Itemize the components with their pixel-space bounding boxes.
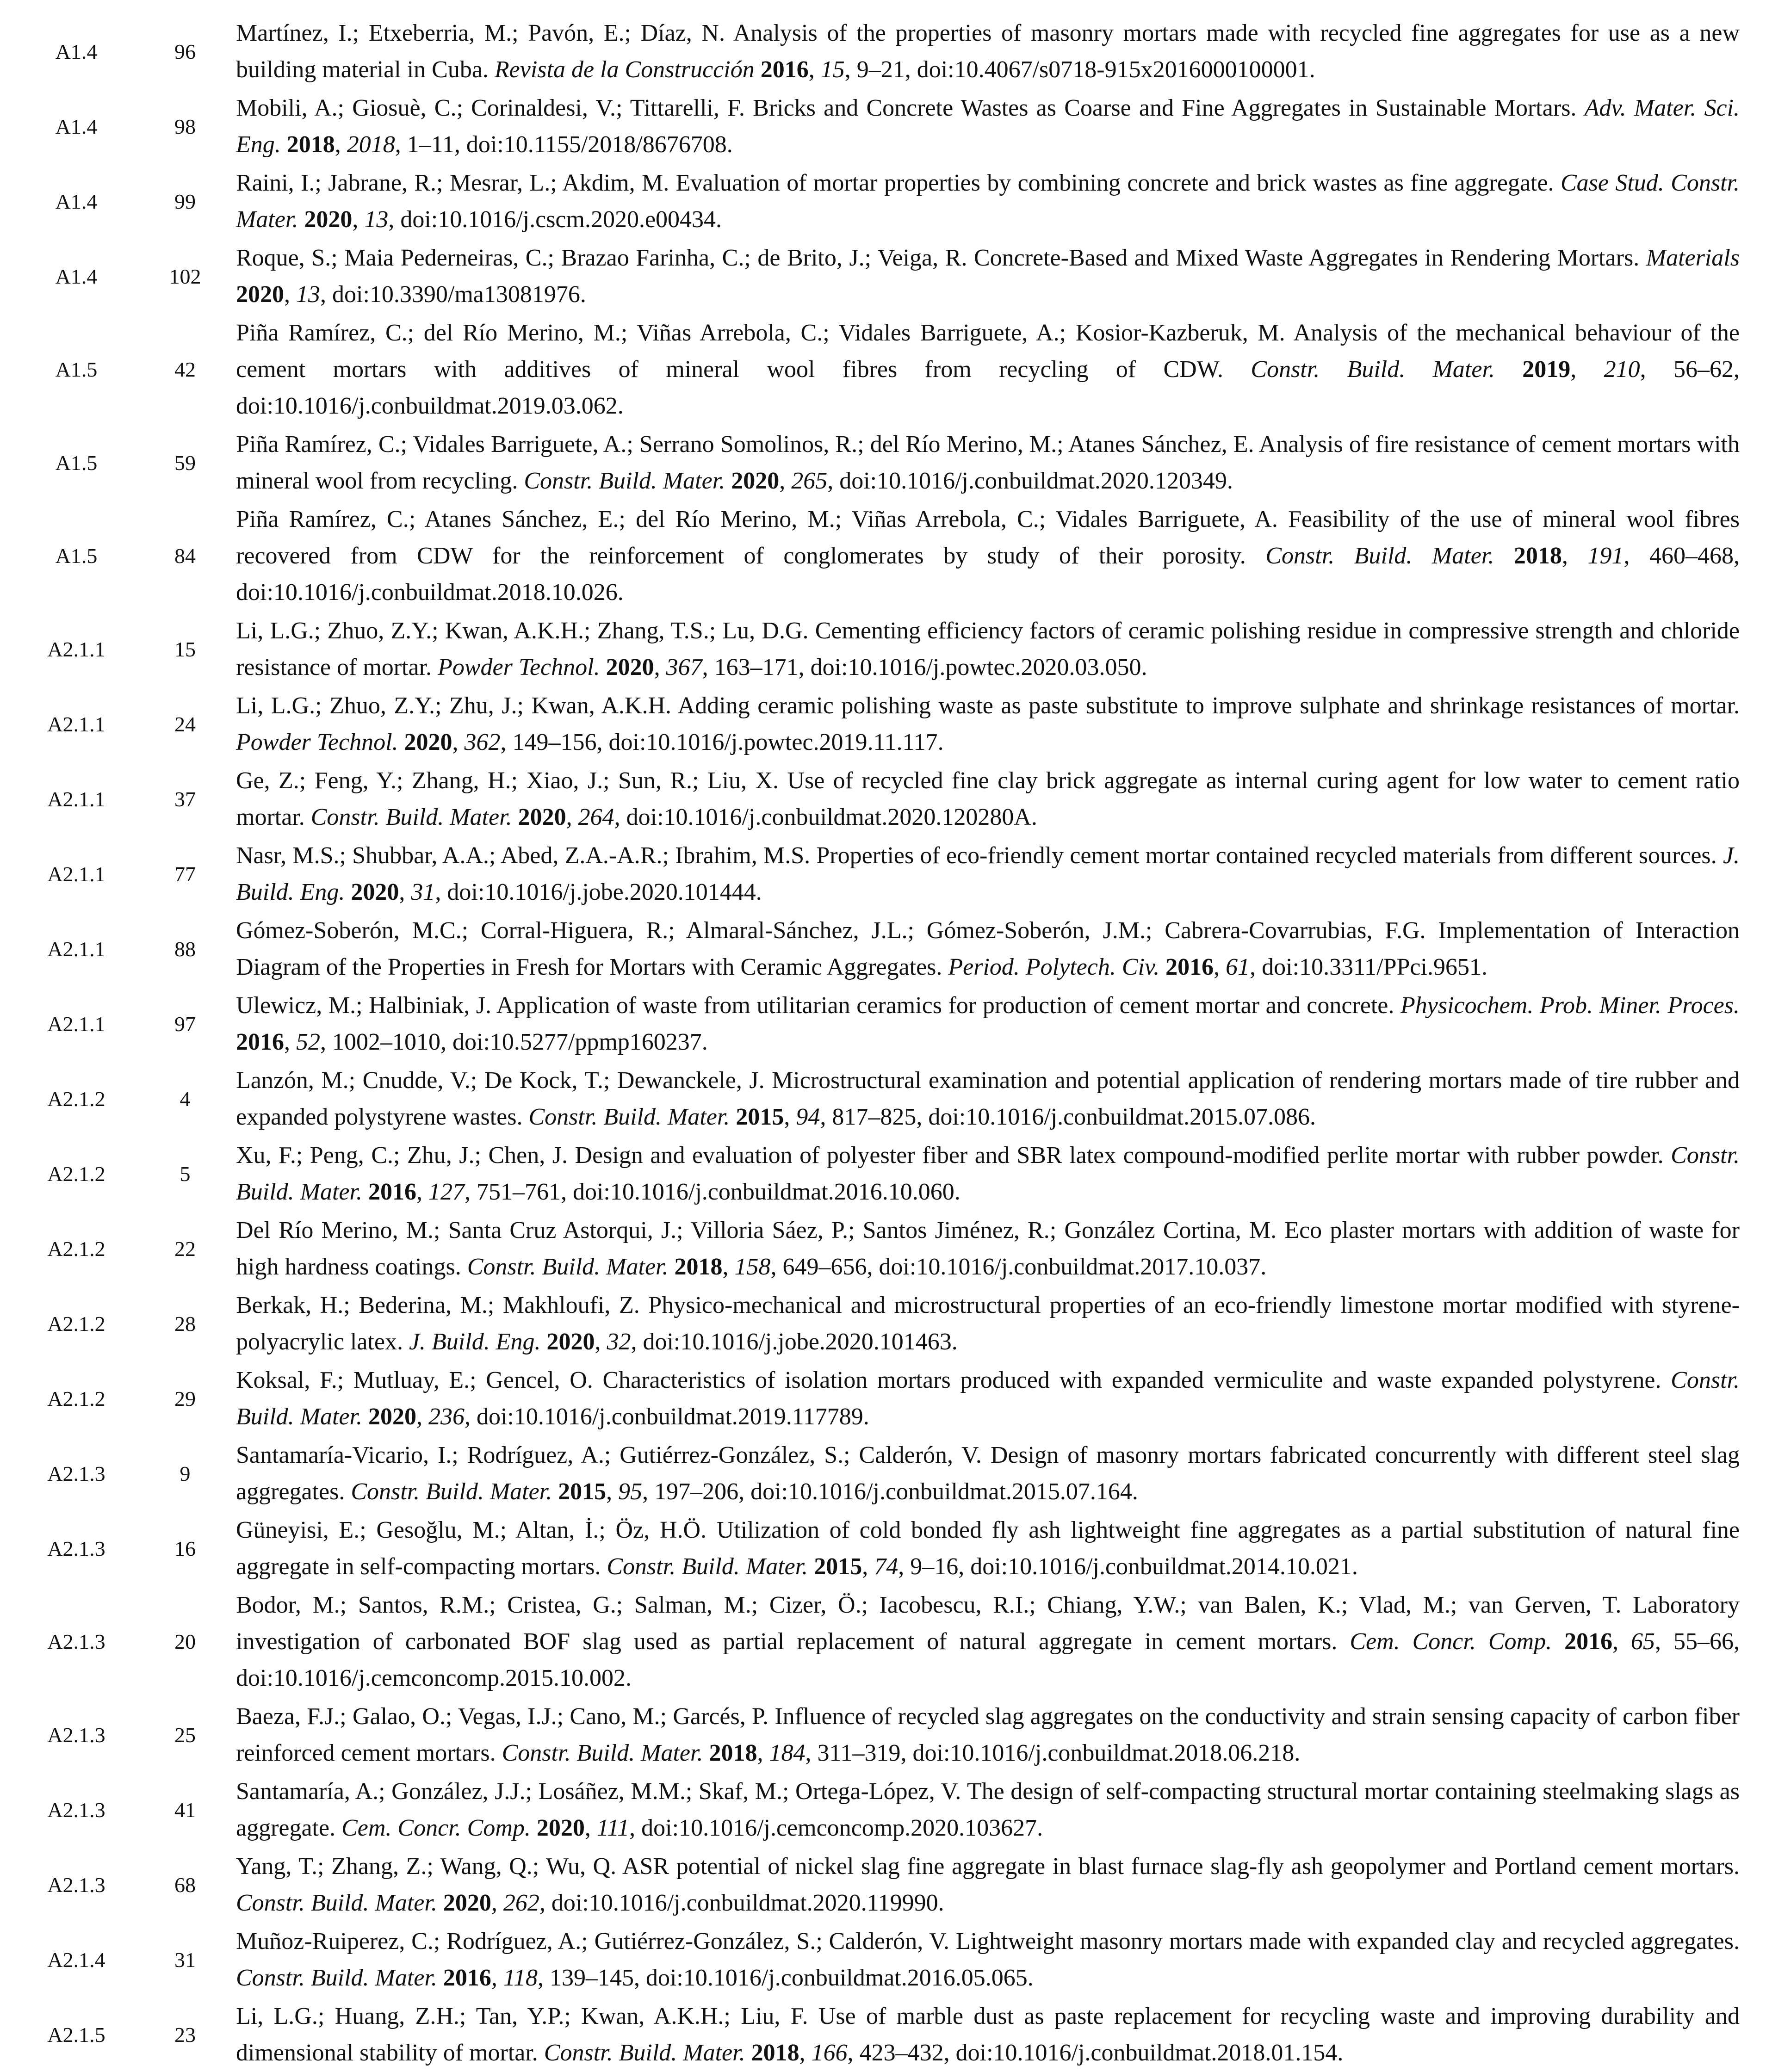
reference-row (19, 1697, 1740, 1772)
reference-row (19, 1436, 1740, 1511)
citation-volume: 13 (364, 206, 389, 233)
citation-year: 2018 (751, 2040, 799, 2066)
citation-volume: 166 (811, 2040, 848, 2066)
citation-journal: Cem. Concr. Comp. (341, 1815, 531, 1841)
reference-citation: Del Río Merino, M.; Santa Cruz Astorqui, J.; Villoria Sáez, P.; Santos Jiménez, R.; González Cortina, M. Eco plaster mortars with addition of waste for high hardness coatings. Constr. Build. Mater. 2018, 158, 649–656, doi:10.1016/j.conbuildmat.2017.10.037. (236, 1217, 1740, 1280)
reference-row (19, 1511, 1740, 1586)
reference-citation: Piña Ramírez, C.; Vidales Barriguete, A.; Serrano Somolinos, R.; del Río Merino, M.; Atanes Sánchez, E. Analysis of fire resistance of cement mortars with mineral wool from recycling. Constr. Build. Mater. 2020, 265, doi:10.1016/j.conbuildmat.2020.120349. (236, 431, 1740, 494)
citation-authors-title: Berkak, H.; Bederina, M.; Makhloufi, Z. Physico-mechanical and microstructural properties of an eco-friendly limestone mortar modified with styrene-polyacrylic latex. (236, 1292, 1740, 1355)
reference-citation: Ge, Z.; Feng, Y.; Zhang, H.; Xiao, J.; Sun, R.; Liu, X. Use of recycled fine clay brick aggregate as internal curing agent for low water to cement ratio mortar. Constr. Build. Mater. 2020, 264, doi:10.1016/j.conbuildmat.2020.120280A. (236, 767, 1740, 830)
category-code: A1.5 (55, 544, 98, 568)
reference-row (19, 911, 1740, 986)
citation-journal: Constr. Build. Mater. (467, 1254, 669, 1280)
citation-authors-title: Yang, T.; Zhang, Z.; Wang, Q.; Wu, Q. ASR potential of nickel slag fine aggregate in blast furnace slag-fly ash geopolymer and Portland cement mortars. (236, 1853, 1740, 1880)
reference-citation: Koksal, F.; Mutluay, E.; Gencel, O. Characteristics of isolation mortars produced with expanded vermiculite and waste expanded polystyrene. Constr. Build. Mater. 2020, 236, doi:10.1016/j.conbuildmat.2019.117789. (236, 1367, 1740, 1430)
citation-volume: 158 (734, 1254, 771, 1280)
reference-table (19, 14, 1740, 2072)
citation-pages-doi: , 149–156, doi:10.1016/j.powtec.2019.11.117. (500, 729, 944, 755)
citation-journal: Revista de la Construcción (494, 56, 755, 83)
citation-year: 2016 (1165, 954, 1214, 980)
citation-journal: Constr. Build. Mater. (236, 1367, 1740, 1430)
citation-pages-doi: , 423–432, doi:10.1016/j.conbuildmat.2018.01.154. (847, 2040, 1344, 2066)
citation-volume: 15 (820, 56, 845, 83)
citation-journal: Constr. Build. Mater. (236, 1142, 1740, 1205)
citation-volume: 184 (769, 1740, 806, 1766)
citation-authors-title: Li, L.G.; Zhuo, Z.Y.; Kwan, A.K.H.; Zhang, T.S.; Lu, D.G. Cementing efficiency factors of ceramic polishing residue in compressive strength and chloride resistance of mortar. (236, 618, 1740, 680)
citation-authors-title: Baeza, F.J.; Galao, O.; Vegas, I.J.; Cano, M.; Garcés, P. Influence of recycled slag aggregates on the conductivity and strain sensing capacity of carbon fiber reinforced cement mortars. (236, 1703, 1740, 1766)
citation-journal: Constr. Build. Mater. (236, 1890, 437, 1916)
citation-authors-title: Del Río Merino, M.; Santa Cruz Astorqui, J.; Villoria Sáez, P.; Santos Jiménez, R.; González Cortina, M. Eco plaster mortars with addition of waste for high hardness coatings. (236, 1217, 1740, 1280)
reference-citation: Gómez-Soberón, M.C.; Corral-Higuera, R.; Almaral-Sánchez, J.L.; Gómez-Soberón, J.M.; Cabrera-Covarrubias, F.G. Implementation of Interaction Diagram of the Properties in Fresh for Mortars with Ceramic Aggregates. Period. Polytech. Civ. 2016, 61, doi:10.3311/PPci.9651. (236, 917, 1740, 980)
citation-volume: 367 (666, 654, 702, 680)
citation-pages-doi: , 460–468, doi:10.1016/j.conbuildmat.2018.10.026. (236, 543, 1740, 606)
category-code: A2.1.4 (47, 1948, 105, 1972)
category-code: A2.1.3 (47, 1873, 105, 1897)
citation-pages-doi: , 139–145, doi:10.1016/j.conbuildmat.2016.05.065. (537, 1965, 1034, 1991)
citation-pages-doi: , doi:10.1016/j.conbuildmat.2019.117789. (464, 1404, 869, 1430)
category-code: A2.1.1 (47, 712, 105, 736)
citation-journal: Constr. Build. Mater. (1251, 356, 1495, 383)
category-code: A2.1.2 (47, 1087, 105, 1111)
reference-number: 29 (174, 1386, 196, 1410)
citation-pages-doi: , doi:10.1016/j.conbuildmat.2020.119990. (539, 1890, 944, 1916)
citation-pages-doi: , doi:10.1016/j.conbuildmat.2020.120349. (827, 468, 1233, 494)
citation-journal: Constr. Build. Mater. (544, 2040, 745, 2066)
citation-journal: Constr. Build. Mater. (310, 804, 512, 830)
citation-journal: Adv. Mater. Sci. Eng. (236, 95, 1740, 158)
reference-citation: Bodor, M.; Santos, R.M.; Cristea, G.; Salman, M.; Cizer, Ö.; Iacobescu, R.I.; Chiang, Y.W.; van Balen, K.; Vlad, M.; van Gerven, T. Laboratory investigation of carbonated BOF slag used as partial replacement of natural aggregate in cement mortars. Cem. Concr. Comp. 2016, 65, 55–66, doi:10.1016/j.cemconcomp.2015.10.002. (236, 1592, 1740, 1691)
reference-citation: Mobili, A.; Giosuè, C.; Corinaldesi, V.; Tittarelli, F. Bricks and Concrete Wastes as Coarse and Fine Aggregates in Sustainable Mortars. Adv. Mater. Sci. Eng. 2018, 2018, 1–11, doi:10.1155/2018/8676708. (236, 95, 1740, 158)
citation-journal: Constr. Build. Mater. (528, 1104, 730, 1130)
reference-row (19, 89, 1740, 164)
citation-authors-title: Xu, F.; Peng, C.; Zhu, J.; Chen, J. Design and evaluation of polyester fiber and SBR latex compound-modified perlite mortar with rubber powder. (236, 1142, 1664, 1169)
reference-citation: Li, L.G.; Huang, Z.H.; Tan, Y.P.; Kwan, A.K.H.; Liu, F. Use of marble dust as paste replacement for recycling waste and improving durability and dimensional stability of mortar. Constr. Build. Mater. 2018, 166, 423–432, doi:10.1016/j.conbuildmat.2018.01.154. (236, 2003, 1740, 2066)
citation-year: 2020 (443, 1890, 491, 1916)
citation-journal: Constr. Build. Mater. (524, 468, 725, 494)
citation-volume: 118 (503, 1965, 538, 1991)
reference-row (19, 1922, 1740, 1997)
citation-pages-doi: , 649–656, doi:10.1016/j.conbuildmat.2017.10.037. (770, 1254, 1267, 1280)
category-code: A1.4 (55, 114, 98, 138)
reference-row (19, 425, 1740, 500)
category-code: A2.1.3 (47, 1536, 105, 1560)
citation-journal: Physicochem. Prob. Miner. Proces. (1400, 992, 1740, 1019)
citation-journal: J. Build. Eng. (409, 1329, 541, 1355)
reference-citation: Martínez, I.; Etxeberria, M.; Pavón, E.; Díaz, N. Analysis of the properties of masonry mortars made with recycled fine aggregates for use as a new building material in Cuba. Revista de la Construcción 2016, 15, 9–21, doi:10.4067/s0718-915x2016000100001. (236, 20, 1740, 83)
citation-authors-title: Li, L.G.; Huang, Z.H.; Tan, Y.P.; Kwan, A.K.H.; Liu, F. Use of marble dust as paste replacement for recycling waste and improving durability and dimensional stability of mortar. (236, 2003, 1740, 2066)
reference-row (19, 239, 1740, 314)
reference-citation: Piña Ramírez, C.; Atanes Sánchez, E.; del Río Merino, M.; Viñas Arrebola, C.; Vidales Barriguete, A. Feasibility of the use of mineral wool fibres recovered from CDW for the reinforcement of conglomerates by study of their porosity. Constr. Build. Mater. 2018, 191, 460–468, doi:10.1016/j.conbuildmat.2018.10.026. (236, 506, 1740, 606)
category-code: A2.1.1 (47, 937, 105, 961)
reference-number: 15 (174, 637, 196, 661)
citation-authors-title: Muñoz-Ruiperez, C.; Rodríguez, A.; Gutiérrez-González, S.; Calderón, V. Lightweight masonry mortars made with expanded clay and recycled aggregates. (236, 1928, 1740, 1954)
citation-authors-title: Ulewicz, M.; Halbiniak, J. Application of waste from utilitarian ceramics for production of cement mortar and concrete. (236, 992, 1394, 1019)
citation-year: 2016 (236, 1029, 284, 1055)
citation-year: 2016 (368, 1179, 416, 1205)
citation-pages-doi: , 751–761, doi:10.1016/j.conbuildmat.2016.10.060. (464, 1179, 960, 1205)
citation-authors-title: Piña Ramírez, C.; Vidales Barriguete, A.; Serrano Somolinos, R.; del Río Merino, M.; Atanes Sánchez, E. Analysis of fire resistance of cement mortars with mineral wool from recycling. (236, 431, 1740, 494)
reference-citation: Ulewicz, M.; Halbiniak, J. Application of waste from utilitarian ceramics for production of cement mortar and concrete. Physicochem. Prob. Miner. Proces. 2016, 52, 1002–1010, doi:10.5277/ppmp160237. (236, 992, 1740, 1055)
reference-number: 23 (174, 2023, 196, 2047)
citation-year: 2016 (443, 1965, 491, 1991)
reference-citation: Li, L.G.; Zhuo, Z.Y.; Kwan, A.K.H.; Zhang, T.S.; Lu, D.G. Cementing efficiency factors of ceramic polishing residue in compressive strength and chloride resistance of mortar. Powder Technol. 2020, 367, 163–171, doi:10.1016/j.powtec.2020.03.050. (236, 618, 1740, 680)
reference-citation: Baeza, F.J.; Galao, O.; Vegas, I.J.; Cano, M.; Garcés, P. Influence of recycled slag aggregates on the conductivity and strain sensing capacity of carbon fiber reinforced cement mortars. Constr. Build. Mater. 2018, 184, 311–319, doi:10.1016/j.conbuildmat.2018.06.218. (236, 1703, 1740, 1766)
reference-row (19, 1211, 1740, 1286)
citation-volume: 95 (618, 1478, 643, 1505)
citation-authors-title: Nasr, M.S.; Shubbar, A.A.; Abed, Z.A.-A.R.; Ibrahim, M.S. Properties of eco-friendly cement mortar contained recycled materials from different sources. (236, 842, 1717, 869)
category-code: A2.1.1 (47, 1012, 105, 1036)
citation-pages-doi: , doi:10.1016/j.conbuildmat.2020.120280A. (614, 804, 1037, 830)
citation-year: 2018 (674, 1254, 723, 1280)
citation-authors-title: Piña Ramírez, C.; Atanes Sánchez, E.; del Río Merino, M.; Viñas Arrebola, C.; Vidales Barriguete, A. Feasibility of the use of mineral wool fibres recovered from CDW for the reinforcement of conglomerates by study of their porosity. (236, 506, 1740, 569)
category-code: A1.5 (55, 358, 98, 381)
citation-year: 2020 (236, 281, 284, 308)
citation-year: 2020 (546, 1329, 595, 1355)
reference-number: 68 (174, 1873, 196, 1897)
citation-year: 2020 (368, 1404, 416, 1430)
reference-number: 97 (174, 1012, 196, 1036)
reference-number: 102 (169, 264, 201, 288)
reference-number: 28 (174, 1311, 196, 1336)
reference-row (19, 1061, 1740, 1136)
reference-citation: Güneyisi, E.; Gesoğlu, M.; Altan, İ.; Öz, H.Ö. Utilization of cold bonded fly ash lightweight fine aggregates as a partial substitution of natural fine aggregate in self-compacting mortars. Constr. Build. Mater. 2015, 74, 9–16, doi:10.1016/j.conbuildmat.2014.10.021. (236, 1517, 1740, 1580)
reference-citation: Roque, S.; Maia Pederneiras, C.; Brazao Farinha, C.; de Brito, J.; Veiga, R. Concrete-Based and Mixed Waste Aggregates in Rendering Mortars. Materials 2020, 13, doi:10.3390/ma13081976. (236, 245, 1740, 308)
citation-journal: Period. Polytech. Civ. (948, 954, 1160, 980)
citation-year: 2015 (736, 1104, 784, 1130)
citation-year: 2020 (404, 729, 452, 755)
reference-row (19, 1772, 1740, 1847)
reference-citation: Nasr, M.S.; Shubbar, A.A.; Abed, Z.A.-A.R.; Ibrahim, M.S. Properties of eco-friendly cement mortar contained recycled materials from different sources. J. Build. Eng. 2020, 31, doi:10.1016/j.jobe.2020.101444. (236, 842, 1740, 905)
reference-number: 37 (174, 787, 196, 811)
citation-year: 2016 (1564, 1628, 1613, 1655)
citation-pages-doi: , 197–206, doi:10.1016/j.conbuildmat.2015.07.164. (642, 1478, 1138, 1505)
reference-row (19, 500, 1740, 612)
category-code: A2.1.1 (47, 862, 105, 886)
category-code: A1.4 (55, 39, 98, 63)
citation-pages-doi: , doi:10.1016/j.jobe.2020.101463. (631, 1329, 958, 1355)
reference-citation: Lanzón, M.; Cnudde, V.; De Kock, T.; Dewanckele, J. Microstructural examination and potential application of rendering mortars made of tire rubber and expanded polystyrene wastes. Constr. Build. Mater. 2015, 94, 817–825, doi:10.1016/j.conbuildmat.2015.07.086. (236, 1067, 1740, 1130)
citation-volume: 74 (874, 1553, 898, 1580)
citation-journal: Constr. Build. Mater. (1265, 543, 1494, 569)
reference-number: 41 (174, 1798, 196, 1822)
citation-year: 2015 (814, 1553, 862, 1580)
reference-number: 22 (174, 1237, 196, 1261)
reference-citation: Santamaría-Vicario, I.; Rodríguez, A.; Gutiérrez-González, S.; Calderón, V. Design of masonry mortars fabricated concurrently with different steel slag aggregates. Constr. Build. Mater. 2015, 95, 197–206, doi:10.1016/j.conbuildmat.2015.07.164. (236, 1442, 1740, 1505)
reference-row (19, 164, 1740, 239)
category-code: A2.1.2 (47, 1162, 105, 1186)
reference-row (19, 612, 1740, 687)
citation-year: 2018 (286, 131, 335, 158)
category-code: A1.5 (55, 451, 98, 475)
category-code: A2.1.5 (47, 2023, 105, 2047)
citation-authors-title: Gómez-Soberón, M.C.; Corral-Higuera, R.; Almaral-Sánchez, J.L.; Gómez-Soberón, J.M.; Cabrera-Covarrubias, F.G. Implementation of Interaction Diagram of the Properties in Fresh for Mortars with Ceramic Aggregates. (236, 917, 1740, 980)
category-code: A2.1.2 (47, 1237, 105, 1261)
reference-citation: Raini, I.; Jabrane, R.; Mesrar, L.; Akdim, M. Evaluation of mortar properties by combining concrete and brick wastes as fine aggregate. Case Stud. Constr. Mater. 2020, 13, doi:10.1016/j.cscm.2020.e00434. (236, 170, 1740, 233)
citation-volume: 191 (1587, 543, 1624, 569)
citation-year: 2015 (558, 1478, 607, 1505)
citation-authors-title: Lanzón, M.; Cnudde, V.; De Kock, T.; Dewanckele, J. Microstructural examination and potential application of rendering mortars made of tire rubber and expanded polystyrene wastes. (236, 1067, 1740, 1130)
citation-journal: Cem. Concr. Comp. (1350, 1628, 1552, 1655)
citation-pages-doi: , 163–171, doi:10.1016/j.powtec.2020.03.050. (702, 654, 1147, 680)
citation-year: 2020 (606, 654, 654, 680)
category-code: A1.4 (55, 264, 98, 288)
citation-volume: 31 (411, 879, 435, 905)
citation-year: 2016 (760, 56, 809, 83)
citation-year: 2020 (518, 804, 566, 830)
citation-volume: 236 (428, 1404, 465, 1430)
category-code: A2.1.3 (47, 1461, 105, 1485)
reference-number: 4 (180, 1087, 191, 1111)
citation-journal: Constr. Build. Mater. (236, 1965, 437, 1991)
citation-year: 2020 (351, 879, 399, 905)
citation-volume: 52 (296, 1029, 320, 1055)
citation-authors-title: Roque, S.; Maia Pederneiras, C.; Brazao Farinha, C.; de Brito, J.; Veiga, R. Concrete-Based and Mixed Waste Aggregates in Rendering Mortars. (236, 245, 1640, 271)
citation-pages-doi: , 56–62, doi:10.1016/j.conbuildmat.2019.03.062. (236, 356, 1740, 419)
citation-authors-title: Piña Ramírez, C.; del Río Merino, M.; Viñas Arrebola, C.; Vidales Barriguete, A.; Kosior-Kazberuk, M. Analysis of the mechanical behaviour of the cement mortars with additives of mineral wool fibres from recycling of CDW. (236, 320, 1740, 383)
citation-authors-title: Martínez, I.; Etxeberria, M.; Pavón, E.; Díaz, N. Analysis of the properties of masonry mortars made with recycled fine aggregates for use as a new building material in Cuba. (236, 20, 1740, 83)
citation-authors-title: Santamaría-Vicario, I.; Rodríguez, A.; Gutiérrez-González, S.; Calderón, V. Design of masonry mortars fabricated concurrently with different steel slag aggregates. (236, 1442, 1740, 1505)
reference-citation: Li, L.G.; Zhuo, Z.Y.; Zhu, J.; Kwan, A.K.H. Adding ceramic polishing waste as paste substitute to improve sulphate and shrinkage resistances of mortar. Powder Technol. 2020, 362, 149–156, doi:10.1016/j.powtec.2019.11.117. (236, 693, 1740, 755)
reference-table-body (19, 14, 1740, 2072)
citation-year: 2020 (304, 206, 353, 233)
reference-row (19, 1136, 1740, 1211)
reference-number: 98 (174, 114, 196, 138)
reference-row (19, 687, 1740, 761)
category-code: A2.1.3 (47, 1798, 105, 1822)
reference-number: 20 (174, 1630, 196, 1653)
citation-authors-title: Li, L.G.; Zhuo, Z.Y.; Zhu, J.; Kwan, A.K.H. Adding ceramic polishing waste as paste substitute to improve sulphate and shrinkage resistances of mortar. (236, 693, 1740, 719)
citation-volume: 210 (1604, 356, 1640, 383)
citation-year: 2019 (1522, 356, 1571, 383)
reference-number: 25 (174, 1723, 196, 1747)
citation-volume: 65 (1631, 1628, 1655, 1655)
citation-pages-doi: , doi:10.1016/j.jobe.2020.101444. (435, 879, 762, 905)
citation-authors-title: Ge, Z.; Feng, Y.; Zhang, H.; Xiao, J.; Sun, R.; Liu, X. Use of recycled fine clay brick aggregate as internal curing agent for low water to cement ratio mortar. (236, 767, 1740, 830)
reference-row (19, 1586, 1740, 1697)
reference-number: 99 (174, 189, 196, 213)
citation-pages-doi: , 311–319, doi:10.1016/j.conbuildmat.2018.06.218. (805, 1740, 1301, 1766)
reference-row (19, 1286, 1740, 1361)
category-code: A2.1.1 (47, 637, 105, 661)
citation-pages-doi: , 1–11, doi:10.1155/2018/8676708. (395, 131, 733, 158)
reference-row (19, 14, 1740, 89)
citation-volume: 32 (607, 1329, 631, 1355)
category-code: A2.1.2 (47, 1386, 105, 1410)
reference-row (19, 761, 1740, 836)
reference-number: 9 (180, 1461, 191, 1485)
citation-journal: J. Build. Eng. (236, 842, 1740, 905)
reference-row (19, 836, 1740, 911)
reference-row (19, 1361, 1740, 1436)
citation-pages-doi: , 817–825, doi:10.1016/j.conbuildmat.2015.07.086. (820, 1104, 1316, 1130)
citation-volume: 264 (578, 804, 614, 830)
reference-number: 24 (174, 712, 196, 736)
reference-number: 96 (174, 39, 196, 63)
citation-year: 2018 (709, 1740, 757, 1766)
reference-number: 5 (180, 1162, 191, 1186)
reference-citation: Muñoz-Ruiperez, C.; Rodríguez, A.; Gutiérrez-González, S.; Calderón, V. Lightweight masonry mortars made with expanded clay and recycled aggregates. Constr. Build. Mater. 2016, 118, 139–145, doi:10.1016/j.conbuildmat.2016.05.065. (236, 1928, 1740, 1991)
citation-volume: 111 (596, 1815, 630, 1841)
citation-authors-title: Raini, I.; Jabrane, R.; Mesrar, L.; Akdim, M. Evaluation of mortar properties by combining concrete and brick wastes as fine aggregate. (236, 170, 1554, 196)
citation-volume: 127 (428, 1179, 465, 1205)
reference-citation: Santamaría, A.; González, J.J.; Losáñez, M.M.; Skaf, M.; Ortega-López, V. The design of self-compacting structural mortar containing steelmaking slags as aggregate. Cem. Concr. Comp. 2020, 111, doi:10.1016/j.cemconcomp.2020.103627. (236, 1778, 1740, 1841)
citation-volume: 2018 (347, 131, 395, 158)
citation-journal: Materials (1646, 245, 1740, 271)
citation-pages-doi: , doi:10.3390/ma13081976. (320, 281, 586, 308)
citation-volume: 94 (796, 1104, 820, 1130)
reference-number: 77 (174, 862, 196, 886)
category-code: A1.4 (55, 189, 98, 213)
reference-row (19, 314, 1740, 425)
citation-journal: Constr. Build. Mater. (607, 1553, 808, 1580)
citation-pages-doi: , doi:10.1016/j.cemconcomp.2020.103627. (629, 1815, 1043, 1841)
citation-authors-title: Koksal, F.; Mutluay, E.; Gencel, O. Characteristics of isolation mortars produced with expanded vermiculite and waste expanded polystyrene. (236, 1367, 1661, 1393)
citation-journal: Powder Technol. (438, 654, 600, 680)
citation-authors-title: Bodor, M.; Santos, R.M.; Cristea, G.; Salman, M.; Cizer, Ö.; Iacobescu, R.I.; Chiang, Y.W.; van Balen, K.; Vlad, M.; van Gerven, T. Laboratory investigation of carbonated BOF slag used as partial replacement of natural aggregate in cement mortars. (236, 1592, 1740, 1655)
reference-number: 31 (174, 1948, 196, 1972)
citation-authors-title: Mobili, A.; Giosuè, C.; Corinaldesi, V.; Tittarelli, F. Bricks and Concrete Wastes as Coarse and Fine Aggregates in Sustainable Mortars. (236, 95, 1577, 121)
reference-number: 42 (174, 358, 196, 381)
citation-year: 2020 (536, 1815, 585, 1841)
citation-pages-doi: , 9–16, doi:10.1016/j.conbuildmat.2014.10.021. (898, 1553, 1358, 1580)
reference-citation: Xu, F.; Peng, C.; Zhu, J.; Chen, J. Design and evaluation of polyester fiber and SBR latex compound-modified perlite mortar with rubber powder. Constr. Build. Mater. 2016, 127, 751–761, doi:10.1016/j.conbuildmat.2016.10.060. (236, 1142, 1740, 1205)
reference-citation: Piña Ramírez, C.; del Río Merino, M.; Viñas Arrebola, C.; Vidales Barriguete, A.; Kosior-Kazberuk, M. Analysis of the mechanical behaviour of the cement mortars with additives of mineral wool fibres from recycling of CDW. Constr. Build. Mater. 2019, 210, 56–62, doi:10.1016/j.conbuildmat.2019.03.062. (236, 320, 1740, 419)
reference-citation: Berkak, H.; Bederina, M.; Makhloufi, Z. Physico-mechanical and microstructural properties of an eco-friendly limestone mortar modified with styrene-polyacrylic latex. J. Build. Eng. 2020, 32, doi:10.1016/j.jobe.2020.101463. (236, 1292, 1740, 1355)
category-code: A2.1.2 (47, 1311, 105, 1336)
citation-pages-doi: , 1002–1010, doi:10.5277/ppmp160237. (320, 1029, 708, 1055)
reference-number: 16 (174, 1536, 196, 1560)
citation-year: 2018 (1513, 543, 1562, 569)
citation-volume: 61 (1226, 954, 1250, 980)
citation-pages-doi: , doi:10.3311/PPci.9651. (1250, 954, 1487, 980)
citation-volume: 265 (791, 468, 828, 494)
category-code: A2.1.3 (47, 1723, 105, 1747)
citation-journal: Constr. Build. Mater. (351, 1478, 552, 1505)
citation-authors-title: Güneyisi, E.; Gesoğlu, M.; Altan, İ.; Öz, H.Ö. Utilization of cold bonded fly ash lightweight fine aggregates as a partial substitution of natural fine aggregate in self-compacting mortars. (236, 1517, 1740, 1580)
reference-citation: Yang, T.; Zhang, Z.; Wang, Q.; Wu, Q. ASR potential of nickel slag fine aggregate in blast furnace slag-fly ash geopolymer and Portland cement mortars. Constr. Build. Mater. 2020, 262, doi:10.1016/j.conbuildmat.2020.119990. (236, 1853, 1740, 1916)
citation-year: 2020 (731, 468, 780, 494)
category-code: A2.1.1 (47, 787, 105, 811)
citation-volume: 262 (503, 1890, 539, 1916)
reference-number: 84 (174, 544, 196, 568)
citation-pages-doi: , doi:10.1016/j.cscm.2020.e00434. (388, 206, 722, 233)
reference-row (19, 1847, 1740, 1922)
citation-volume: 362 (464, 729, 501, 755)
reference-row (19, 986, 1740, 1061)
reference-number: 88 (174, 937, 196, 961)
reference-number: 59 (174, 451, 196, 475)
reference-row (19, 1997, 1740, 2072)
citation-pages-doi: , 9–21, doi:10.4067/s0718-915x2016000100001. (844, 56, 1315, 83)
citation-journal: Case Stud. Constr. Mater. (236, 170, 1740, 233)
citation-journal: Powder Technol. (236, 729, 398, 755)
category-code: A2.1.3 (47, 1630, 105, 1653)
citation-journal: Constr. Build. Mater. (502, 1740, 703, 1766)
citation-volume: 13 (296, 281, 320, 308)
citation-authors-title: Santamaría, A.; González, J.J.; Losáñez, M.M.; Skaf, M.; Ortega-López, V. The design of self-compacting structural mortar containing steelmaking slags as aggregate. (236, 1778, 1740, 1841)
citation-pages-doi: , 55–66, doi:10.1016/j.cemconcomp.2015.10.002. (236, 1628, 1740, 1691)
